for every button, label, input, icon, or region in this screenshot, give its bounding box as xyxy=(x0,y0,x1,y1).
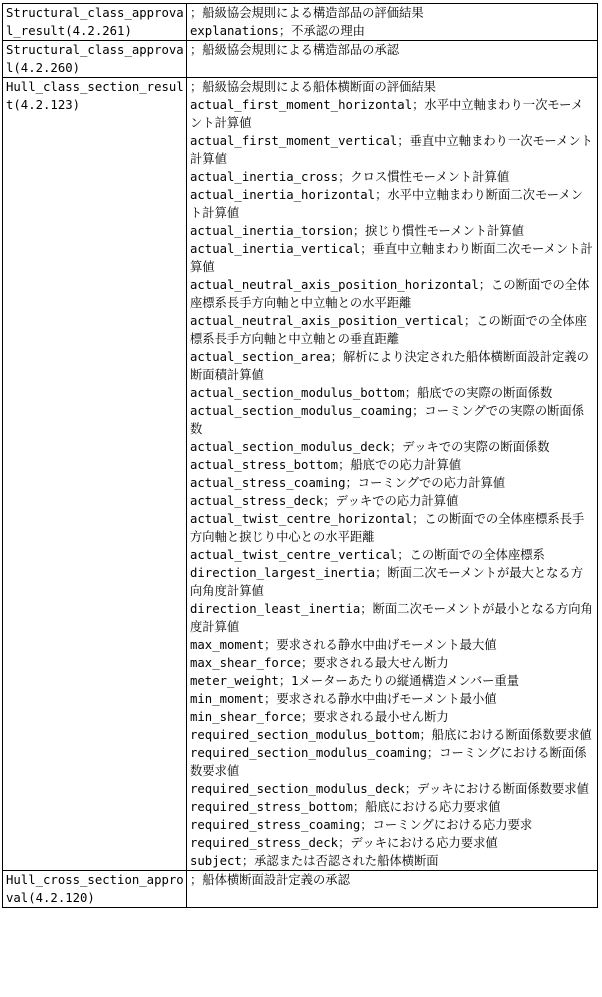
description-line: ；船体横断面設計定義の承認 xyxy=(190,873,350,887)
description-line: required_stress_bottom；船底における応力要求値 xyxy=(190,800,501,814)
description-cell xyxy=(187,41,598,78)
description-line: actual_neutral_axis_position_vertical；この断面での全体座標系長手方向軸と中立軸との垂直距離 xyxy=(190,314,587,346)
description-line: actual_stress_coaming；コーミングでの応力計算値 xyxy=(190,476,506,490)
description-line: min_moment；要求される静水中曲げモーメント最小値 xyxy=(190,692,497,706)
description-cell xyxy=(187,4,598,41)
description-line: direction_least_inertia；断面二次モーメントが最小となる方向角度計算値 xyxy=(190,602,593,634)
table-row xyxy=(3,41,598,78)
description-line: actual_first_moment_vertical；垂直中立軸まわり一次モーメント計算値 xyxy=(190,134,593,166)
entity-name-cell: Hull_class_section_result(4.2.123) xyxy=(3,78,187,871)
description-line: meter_weight；1メーターあたりの縦通構造メンバー重量 xyxy=(190,674,520,688)
description-cell xyxy=(187,871,598,908)
entity-name-cell: Hull_cross_section_approval(4.2.120) xyxy=(3,871,187,908)
description-line: actual_neutral_axis_position_horizontal；この断面での全体座標系長手方向軸と中立軸との水平距離 xyxy=(190,278,590,310)
entity-name-cell: Structural_class_approval_result(4.2.261) xyxy=(3,4,187,41)
description-line: actual_section_modulus_bottom；船底での実際の断面係数 xyxy=(190,386,553,400)
description-line: min_shear_force；要求される最小せん断力 xyxy=(190,710,449,724)
description-line: required_section_modulus_bottom；船底における断面係数要求値 xyxy=(190,728,592,742)
description-line: actual_section_modulus_coaming；コーミングでの実際の断面係数 xyxy=(190,404,585,436)
description-line: actual_stress_deck；デッキでの応力計算値 xyxy=(190,494,459,508)
description-line: required_section_modulus_coaming；コーミングにおける断面係数要求値 xyxy=(190,746,587,778)
table-row xyxy=(3,78,598,871)
description-line: actual_inertia_horizontal；水平中立軸まわり断面二次モーメント計算値 xyxy=(190,188,584,220)
description-line: explanations；不承認の理由 xyxy=(190,24,365,38)
description-line: ；船級協会規則による船体横断面の評価結果 xyxy=(190,80,436,94)
description-line: ；船級協会規則による構造部品の評価結果 xyxy=(190,6,424,20)
description-line: max_shear_force；要求される最大せん断力 xyxy=(190,656,449,670)
description-line: ；船級協会規則による構造部品の承認 xyxy=(190,43,400,57)
description-line: actual_twist_centre_vertical；この断面での全体座標系 xyxy=(190,548,545,562)
description-cell xyxy=(187,78,598,871)
description-line: required_section_modulus_deck；デッキにおける断面係数要求値 xyxy=(190,782,589,796)
description-line: actual_stress_bottom；船底での応力計算値 xyxy=(190,458,462,472)
table-body xyxy=(3,4,598,908)
definition-table xyxy=(2,3,598,908)
description-line: actual_inertia_torsion；捩じり慣性モーメント計算値 xyxy=(190,224,524,238)
description-line: actual_section_modulus_deck；デッキでの実際の断面係数 xyxy=(190,440,550,454)
description-line: direction_largest_inertia；断面二次モーメントが最大となる方向角度計算値 xyxy=(190,566,584,598)
description-line: actual_inertia_cross；クロス慣性モーメント計算値 xyxy=(190,170,510,184)
entity-name-cell: Structural_class_approval(4.2.260) xyxy=(3,41,187,78)
table-row xyxy=(3,4,598,41)
description-line: actual_section_area；解析により決定された船体横断面設計定義の断面積計算値 xyxy=(190,350,589,382)
description-line: actual_twist_centre_horizontal；この断面での全体座標系長手方向軸と捩じり中心との水平距離 xyxy=(190,512,585,544)
description-line: actual_inertia_vertical；垂直中立軸まわり断面二次モーメント計算値 xyxy=(190,242,593,274)
description-line: max_moment；要求される静水中曲げモーメント最大値 xyxy=(190,638,497,652)
description-line: subject；承認または否認された船体横断面 xyxy=(190,854,439,868)
table-row xyxy=(3,871,598,908)
description-line: actual_first_moment_horizontal；水平中立軸まわり一次モーメント計算値 xyxy=(190,98,584,130)
description-line: required_stress_coaming；コーミングにおける応力要求 xyxy=(190,818,533,832)
description-line: required_stress_deck；デッキにおける応力要求値 xyxy=(190,836,498,850)
